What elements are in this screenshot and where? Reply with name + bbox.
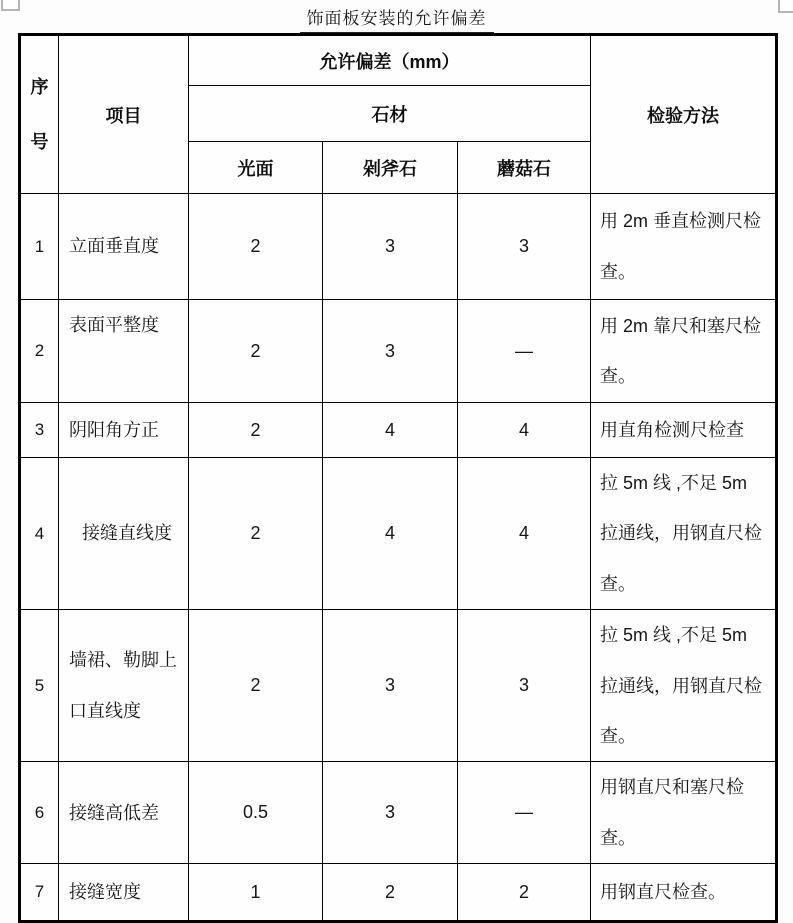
- method-cell: 拉 5m 线 ,不足 5m 拉通线，用钢直尺检查。: [591, 610, 777, 762]
- row-number-cell: 1: [20, 194, 59, 300]
- table-row: [20, 300, 777, 403]
- header-seq-char: 序: [30, 77, 49, 97]
- value-cell: 4: [323, 403, 458, 458]
- method-cell: 拉 5m 线 ,不足 5m 拉通线，用钢直尺检查。: [591, 458, 777, 610]
- item-cell: 墙裙、勒脚上口直线度: [59, 610, 189, 762]
- table-row: [20, 610, 777, 762]
- item-cell: 接缝高低差: [59, 762, 189, 864]
- value-cell: 0.5: [189, 762, 323, 864]
- value-cell: 2: [189, 403, 323, 458]
- item-cell: 阴阳角方正: [59, 403, 189, 458]
- item-cell: 表面平整度: [59, 300, 189, 403]
- value-cell: 2: [458, 864, 591, 922]
- item-cell: 接缝宽度: [59, 864, 189, 922]
- method-cell: 用直角检测尺检查: [591, 403, 777, 458]
- value-cell: 1: [189, 864, 323, 922]
- item-cell: 立面垂直度: [59, 194, 189, 300]
- row-number-cell: 5: [20, 610, 59, 762]
- header-sub-col-axed: 剁斧石: [323, 142, 458, 194]
- header-seq: [20, 35, 59, 194]
- method-cell: 用钢直尺和塞尺检查。: [591, 762, 777, 864]
- value-cell: 4: [323, 458, 458, 610]
- header-seq-char: 号: [30, 132, 49, 152]
- header-material-group: 石材: [189, 86, 591, 142]
- table-row: [20, 458, 777, 610]
- header-deviation-group: 允许偏差（mm）: [189, 35, 591, 86]
- table-title: 饰面板安装的允许偏差: [300, 4, 494, 34]
- header-method: 检验方法: [591, 35, 777, 194]
- method-cell: 用 2m 垂直检测尺检查。: [591, 194, 777, 300]
- value-cell: 3: [323, 194, 458, 300]
- method-cell: 用钢直尺检查。: [591, 864, 777, 922]
- value-cell: 3: [323, 762, 458, 864]
- value-cell: 3: [458, 610, 591, 762]
- value-cell: 2: [189, 610, 323, 762]
- value-cell: 2: [323, 864, 458, 922]
- deviation-table: [18, 33, 778, 923]
- value-cell: 2: [189, 194, 323, 300]
- value-cell: 4: [458, 458, 591, 610]
- value-cell: 2: [189, 458, 323, 610]
- value-cell: 3: [458, 194, 591, 300]
- table-row: [20, 403, 777, 458]
- value-cell: 3: [323, 300, 458, 403]
- method-cell: 用 2m 靠尺和塞尺检查。: [591, 300, 777, 403]
- header-sub-col-mushroom: 蘑菇石: [458, 142, 591, 194]
- table-row: [20, 762, 777, 864]
- value-cell: 3: [323, 610, 458, 762]
- row-number-cell: 6: [20, 762, 59, 864]
- header-sub-col-smooth: 光面: [189, 142, 323, 194]
- header-item: 项目: [59, 35, 189, 194]
- value-cell: 4: [458, 403, 591, 458]
- table-row: [20, 194, 777, 300]
- value-cell: —: [458, 300, 591, 403]
- header-row-1: [20, 35, 777, 86]
- row-number-cell: 2: [20, 300, 59, 403]
- item-cell: 接缝直线度: [59, 458, 189, 610]
- row-number-cell: 3: [20, 403, 59, 458]
- title-bar: [0, 4, 793, 34]
- value-cell: 2: [189, 300, 323, 403]
- row-number-cell: 7: [20, 864, 59, 922]
- table-row: [20, 864, 777, 922]
- value-cell: —: [458, 762, 591, 864]
- row-number-cell: 4: [20, 458, 59, 610]
